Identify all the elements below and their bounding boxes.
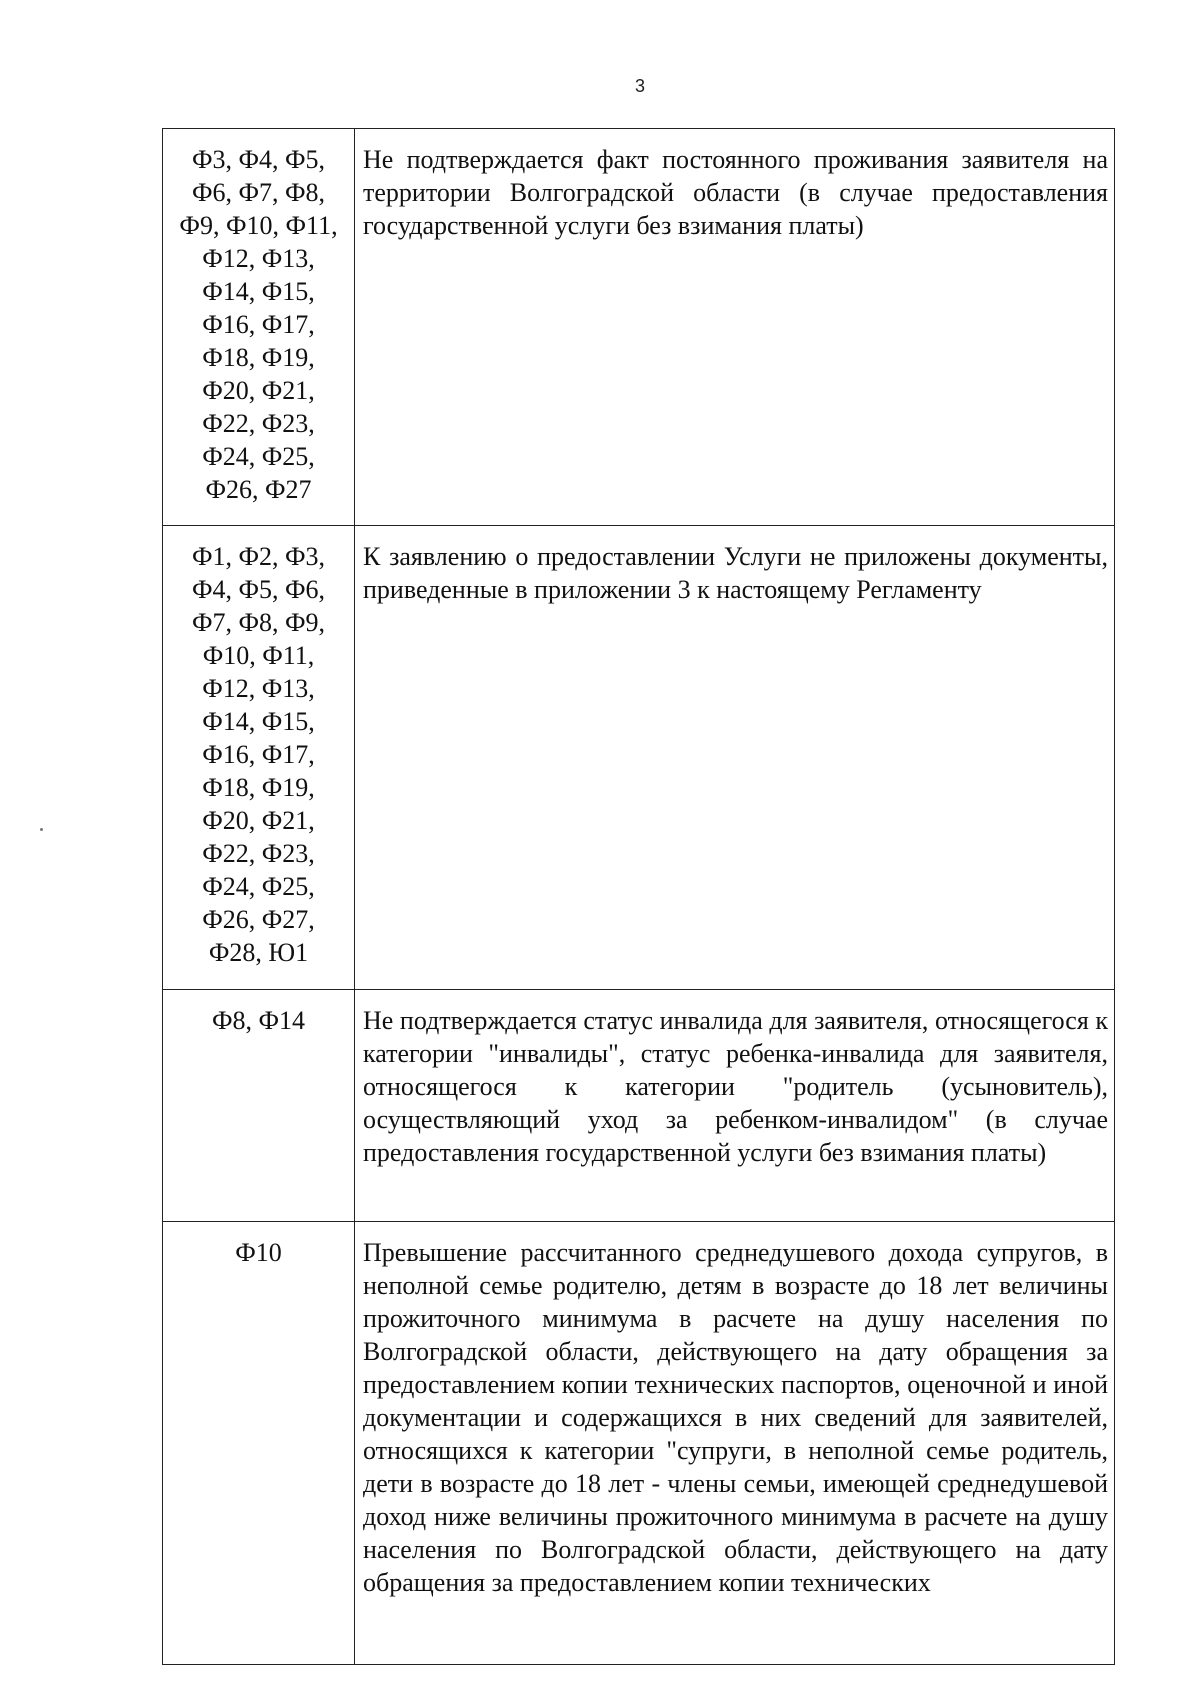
refusal-grounds-table (162, 128, 1115, 1665)
code-line: Ф22, Ф23, (202, 409, 315, 438)
table-row (163, 129, 1115, 526)
table-row (163, 1222, 1115, 1665)
code-line: Ф7, Ф8, Ф9, (191, 608, 326, 637)
code-line: Ф4, Ф5, Ф6, (191, 575, 326, 604)
code-line: Ф22, Ф23, (202, 839, 315, 868)
code-line: Ф10 (235, 1238, 282, 1267)
code-line: Ф26, Ф27 (205, 475, 312, 504)
applicant-codes-cell (163, 990, 355, 1222)
code-line: Ф18, Ф19, (202, 773, 315, 802)
code-line: Ф6, Ф7, Ф8, (191, 178, 326, 207)
code-line: Ф20, Ф21, (202, 376, 315, 405)
applicant-codes-cell (163, 1222, 355, 1665)
code-line: Ф20, Ф21, (202, 806, 315, 835)
code-line: Ф16, Ф17, (202, 740, 315, 769)
code-line: Ф24, Ф25, (202, 442, 315, 471)
code-line: Ф24, Ф25, (202, 872, 315, 901)
code-line: Ф12, Ф13, (202, 674, 315, 703)
code-line: Ф28, Ю1 (208, 938, 309, 967)
code-line: Ф1, Ф2, Ф3, (191, 542, 326, 571)
table-row (163, 526, 1115, 990)
code-line: Ф14, Ф15, (202, 277, 315, 306)
refusal-reason-cell: Превышение рассчитанного среднедушевого дохода супругов, в неполной семье родителю, детям в возрасте до 18 лет величины прожиточного минимума в расчете на душу населения по Волгоградской области, действующего на дату обращения за предоставлением копии технических паспортов, оценочной и иной документации и содержащихся в них сведений для заявителей, относящихся к категории "супруги, в неполной семье родитель, дети в возрасте до 18 лет - члены семьи, имеющей среднедушевой доход ниже величины прожиточного минимума в расчете на душу населения по Волгоградской области, действующего на дату обращения за предоставлением копии технических (355, 1222, 1115, 1665)
code-line: Ф14, Ф15, (202, 707, 315, 736)
code-line: Ф26, Ф27, (202, 905, 315, 934)
scan-speck (40, 828, 43, 831)
table-row (163, 990, 1115, 1222)
refusal-reason-cell: К заявлению о предоставлении Услуги не приложены документы, приведенные в приложении 3 к настоящему Регламенту (355, 526, 1115, 990)
code-line: Ф9, Ф10, Ф11, (179, 211, 338, 240)
code-line: Ф10, Ф11, (202, 641, 315, 670)
code-line: Ф16, Ф17, (202, 310, 315, 339)
code-line: Ф8, Ф14 (211, 1006, 306, 1035)
code-line: Ф18, Ф19, (202, 343, 315, 372)
applicant-codes-cell (163, 526, 355, 990)
page-number: 3 (634, 76, 645, 96)
code-line: Ф3, Ф4, Ф5, (191, 145, 326, 174)
code-line: Ф12, Ф13, (202, 244, 315, 273)
applicant-codes-cell (163, 129, 355, 526)
refusal-reason-cell: Не подтверждается статус инвалида для заявителя, относящегося к категории "инвалиды", статус ребенка-инвалида для заявителя, относящегося к категории "родитель (усыновитель), осуществляющий уход за ребенком-инвалидом" (в случае предоставления государственной услуги без взимания платы) (355, 990, 1115, 1222)
refusal-reason-cell: Не подтверждается факт постоянного проживания заявителя на территории Волгоградской области (в случае предоставления государственной услуги без взимания платы) (355, 129, 1115, 526)
